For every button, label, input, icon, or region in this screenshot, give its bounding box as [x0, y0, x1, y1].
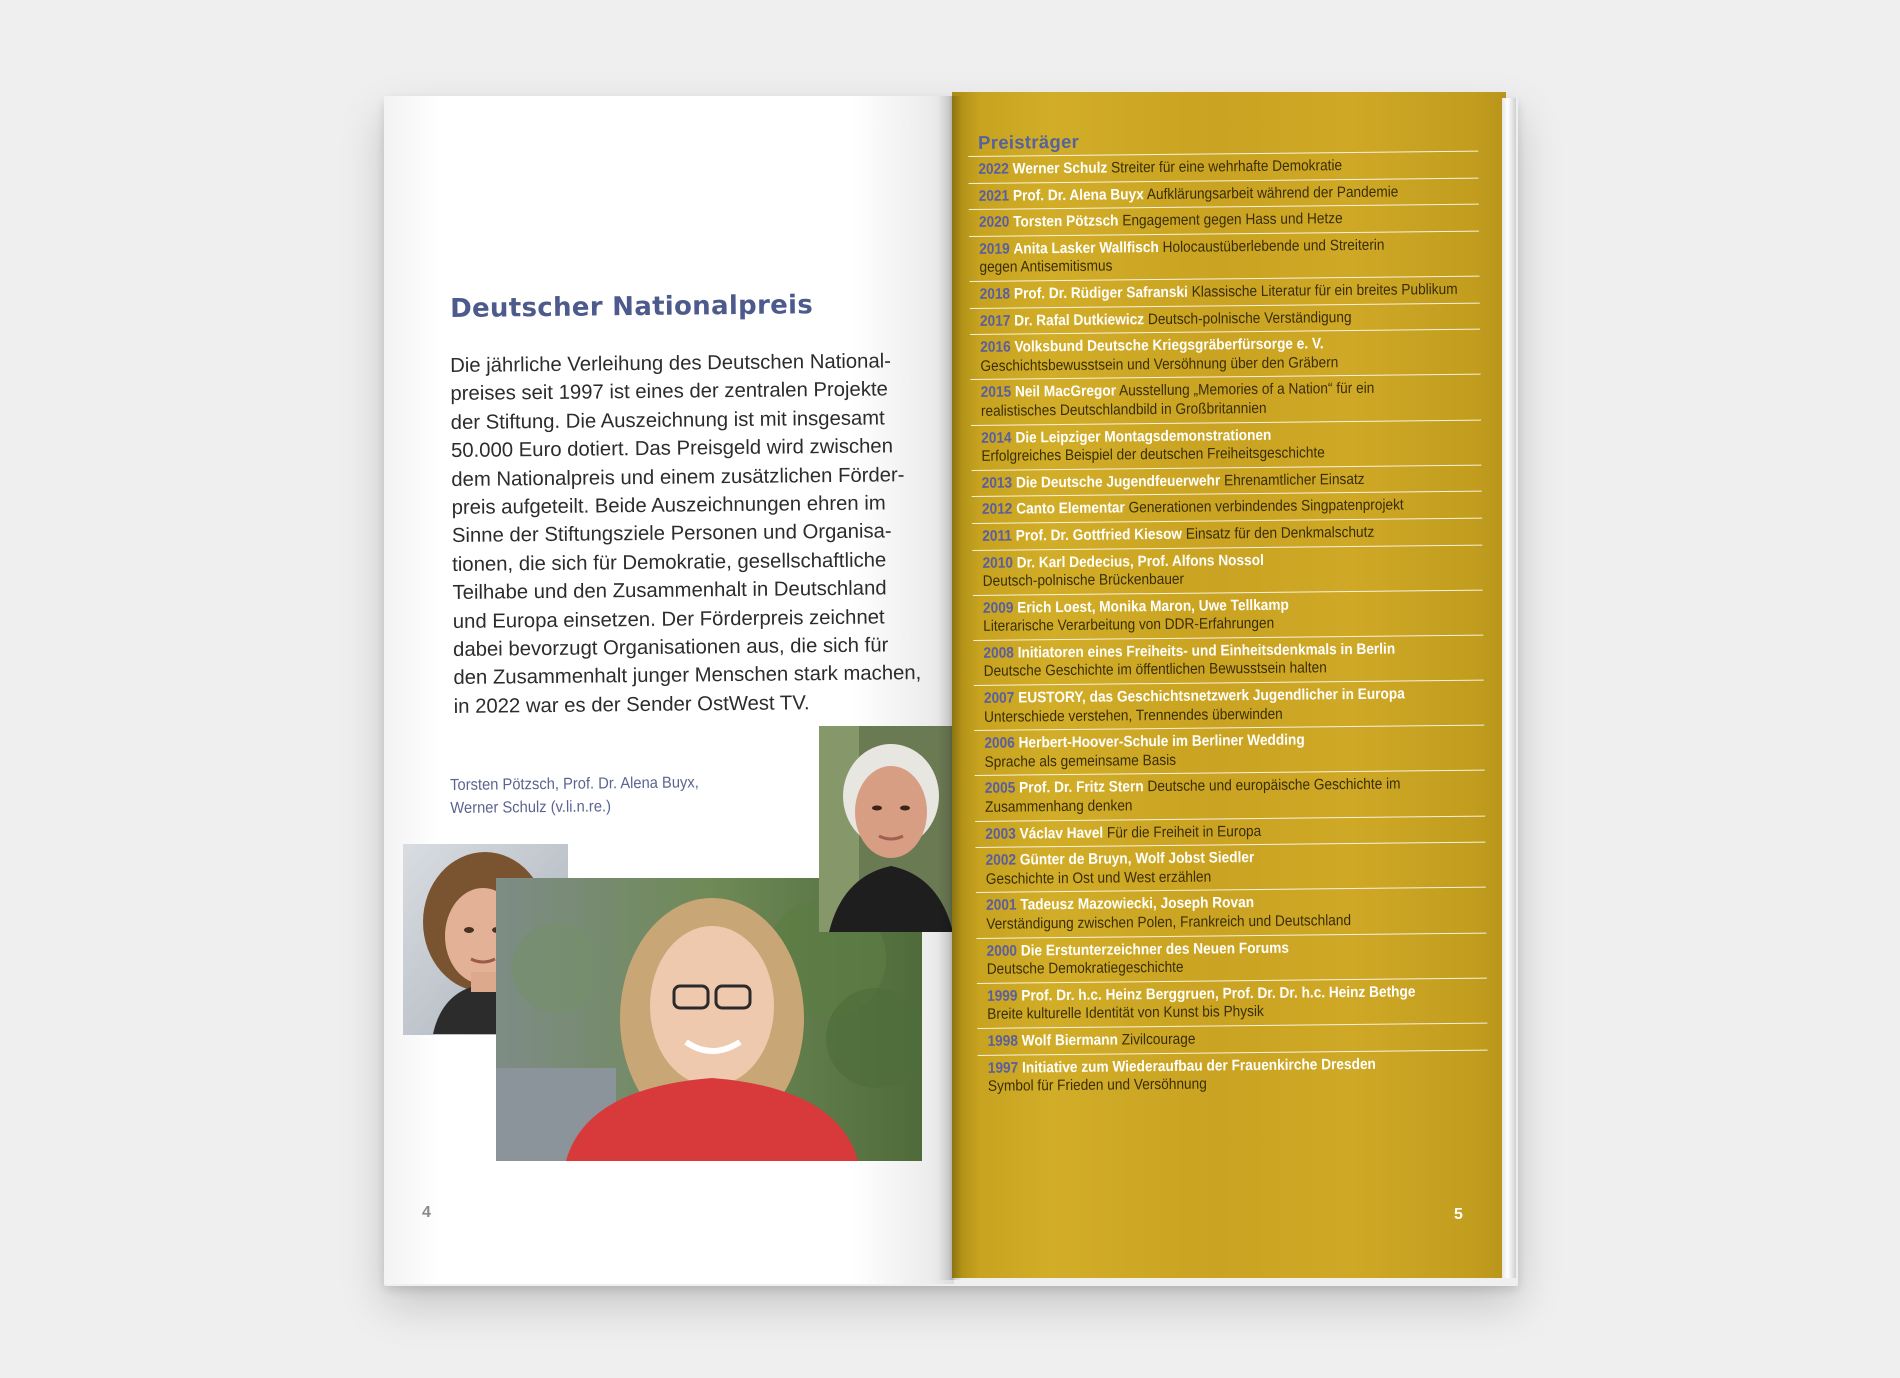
body-line: der Stiftung. Die Auszeichnung ist mit insgesamt	[450, 407, 885, 434]
laureate-description: Holocaustüberlebende und Streiterin	[1162, 236, 1385, 256]
laureate-description: Klassische Literatur für ein breites Publikum	[1191, 280, 1458, 301]
laureate-line	[985, 821, 1435, 844]
body-line: und Europa einsetzen. Der Förderpreis zeichnet	[452, 606, 885, 633]
laureate-description: Engagement gegen Hass und Hetze	[1122, 210, 1343, 230]
laureates-list	[968, 127, 1488, 1100]
page-edge	[1502, 98, 1516, 1278]
caption-line: Torsten Pötzsch, Prof. Dr. Alena Buyx,	[450, 774, 699, 794]
laureate-year: 2016	[980, 338, 1011, 357]
laureate-name: Wolf Biermann	[1021, 1031, 1119, 1050]
laureate-name: Dr. Karl Dedecius, Prof. Alfons Nossol	[1016, 551, 1264, 572]
laureate-name: Prof. Dr. Fritz Stern	[1019, 778, 1144, 797]
laureate-name: EUSTORY, das Geschichtsnetzwerk Jugendlicher in Europa	[1018, 685, 1405, 707]
photo-werner-schulz	[819, 726, 956, 932]
laureate-description-2: realistisches Deutschlandbild in Großbritannien	[980, 399, 1267, 420]
laureate-entry	[973, 635, 1483, 686]
page-title: Deutscher Nationalpreis	[450, 290, 814, 324]
laureate-year: 2009	[982, 599, 1014, 617]
laureate-entry	[976, 887, 1486, 938]
page-number-left: 4	[422, 1204, 431, 1221]
laureate-entry	[978, 1049, 1488, 1100]
laureate-description: Deutsche und europäische Geschichte im	[1147, 775, 1401, 796]
laureate-description-2: Symbol für Frieden und Versöhnung	[987, 1075, 1207, 1095]
laureate-year: 2011	[982, 527, 1012, 545]
laureate-year: 2001	[986, 896, 1017, 915]
body-line: Sinne der Stiftungsziele Personen und Organisa-	[451, 520, 892, 548]
laureate-description-2: Deutsche Geschichte im öffentlichen Bewusstsein halten	[983, 659, 1327, 681]
laureate-year: 1999	[986, 987, 1018, 1005]
laureate-description: Deutsch-polnische Verständigung	[1147, 308, 1352, 328]
laureate-year: 1997	[987, 1059, 1019, 1077]
laureate-entry	[975, 770, 1485, 821]
laureate-description-2: Erfolgreiches Beispiel der deutschen Freiheitsgeschichte	[981, 444, 1325, 466]
body-line: tionen, die sich für Demokratie, gesellschaftliche	[452, 549, 887, 576]
laureates-entries	[968, 151, 1488, 1100]
laureate-entry	[972, 544, 1482, 595]
laureate-year: 2007	[983, 689, 1015, 707]
laureate-year: 2002	[985, 851, 1017, 870]
body-line: 50.000 Euro dotiert. Das Preisgeld wird zwischen	[450, 435, 894, 463]
laureate-line	[978, 156, 1428, 179]
laureate-year: 2021	[978, 187, 1010, 205]
laureate-year: 2005	[984, 779, 1016, 798]
laureate-description-2: Unterschiede verstehen, Trennendes überwinden	[984, 705, 1283, 726]
laureate-description: Aufklärungsarbeit während der Pandemie	[1146, 183, 1399, 203]
laureate-year: 2020	[978, 213, 1010, 232]
laureate-description: Generationen verbindendes Singpatenprojekt	[1128, 496, 1404, 517]
body-line: in 2022 war es der Sender OstWest TV.	[453, 692, 810, 718]
laureate-entry	[973, 589, 1483, 640]
laureate-year: 2015	[980, 383, 1012, 402]
body-line: Teilhabe und den Zusammenhalt in Deutschland	[452, 577, 887, 605]
laureate-name: Tadeusz Mazowiecki, Joseph Rovan	[1020, 894, 1255, 914]
laureate-name: Prof. Dr. h.c. Heinz Berggruen, Prof. Dr. Dr. h.c. Heinz Bethge	[1021, 983, 1416, 1005]
laureate-description-2: Zusammenhang denken	[984, 797, 1133, 816]
laureate-description: Ehrenamtlicher Einsatz	[1223, 470, 1365, 490]
laureate-year: 2014	[981, 429, 1012, 447]
laureate-entry	[974, 725, 1484, 776]
laureate-entry	[976, 932, 1486, 983]
laureates-heading: Preisträger	[977, 130, 1080, 153]
laureate-entry	[969, 230, 1479, 281]
laureate-year: 1998	[987, 1032, 1019, 1050]
laureate-name: Dr. Rafal Dutkiewicz	[1014, 310, 1145, 330]
laureate-description-2: Verständigung zwischen Polen, Frankreich und Deutschland	[986, 912, 1352, 933]
body-line: preis aufgeteilt. Beide Auszeichnungen ehren im	[451, 492, 886, 520]
laureate-line	[982, 523, 1432, 546]
laureate-line	[987, 1028, 1437, 1051]
laureate-description: Ausstellung „Memories of a Nation“ für ein	[1118, 380, 1375, 400]
laureate-description-2: gegen Antisemitismus	[979, 257, 1113, 277]
laureate-name: Werner Schulz	[1012, 159, 1108, 178]
laureate-entry	[971, 419, 1481, 470]
laureate-name: Canto Elementar	[1016, 499, 1125, 518]
laureate-year: 2006	[984, 734, 1015, 753]
laureate-name: Die Deutsche Jugendfeuerwehr	[1015, 472, 1221, 492]
laureate-name: Prof. Dr. Rüdiger Safranski	[1013, 283, 1188, 303]
laureate-description: Für die Freiheit in Europa	[1106, 822, 1262, 842]
laureate-name: Günter de Bruyn, Wolf Jobst Siedler	[1019, 849, 1255, 869]
laureate-line	[979, 209, 1429, 232]
laureate-entry	[974, 680, 1484, 731]
laureate-name: Herbert-Hoover-Schule im Berliner Wedding	[1018, 731, 1305, 752]
right-page	[952, 92, 1506, 1278]
laureate-description-2: Literarische Verarbeitung von DDR-Erfahrungen	[983, 615, 1275, 636]
laureate-description-2: Sprache als gemeinsame Basis	[984, 751, 1177, 771]
laureate-description: Zivilcourage	[1121, 1030, 1196, 1049]
laureate-year: 2008	[983, 644, 1014, 662]
laureate-name: Volksbund Deutsche Kriegsgräberfürsorge e. V.	[1014, 335, 1324, 356]
laureate-line	[979, 280, 1458, 304]
laureate-entry	[970, 329, 1480, 380]
laureate-description: Streiter für eine wehrhafte Demokratie	[1111, 157, 1343, 177]
body-line: preises seit 1997 ist eines der zentralen Projekte	[450, 378, 888, 406]
body-line: Die jährliche Verleihung des Deutschen National-	[450, 350, 892, 377]
laureate-name: Václav Havel	[1019, 824, 1104, 843]
laureate-year: 2013	[981, 474, 1013, 492]
laureate-name: Neil MacGregor	[1014, 382, 1117, 401]
laureate-year: 2018	[979, 285, 1011, 303]
laureate-line	[979, 183, 1429, 206]
body-text	[450, 347, 934, 721]
laureate-description-2: Geschichtsbewusstsein und Versöhnung über den Gräbern	[980, 353, 1339, 375]
body-line: dem Nationalpreis und einem zusätzlichen Förder-	[451, 463, 905, 491]
laureate-entry	[975, 842, 1485, 893]
laureate-year: 2010	[982, 554, 1014, 572]
laureate-description-2: Deutsch-polnische Brückenbauer	[982, 570, 1185, 590]
caption-line: Werner Schulz (v.li.n.re.)	[450, 798, 612, 817]
body-line: den Zusammenhalt junger Menschen stark machen,	[453, 662, 922, 690]
photo-caption	[450, 771, 699, 820]
laureate-year: 2003	[985, 825, 1016, 843]
laureate-description-2: Breite kulturelle Identität von Kunst bis Physik	[987, 1003, 1264, 1024]
laureate-line	[980, 308, 1430, 331]
laureate-line	[982, 470, 1432, 493]
laureate-name: Anita Lasker Wallfisch	[1013, 238, 1159, 258]
laureate-name: Prof. Dr. Alena Buyx	[1012, 185, 1144, 205]
laureate-entry	[971, 374, 1481, 425]
page-number-right: 5	[1454, 1206, 1463, 1223]
laureate-year: 2019	[979, 240, 1010, 258]
laureate-name: Erich Loest, Monika Maron, Uwe Tellkamp	[1017, 596, 1289, 617]
body-line: dabei bevorzugt Organisationen aus, die sich für	[453, 634, 889, 662]
laureate-year: 2022	[978, 160, 1009, 178]
laureate-description: Einsatz für den Denkmalschutz	[1185, 523, 1375, 543]
laureate-entry	[977, 977, 1487, 1028]
laureate-name: Die Erstunterzeichner des Neuen Forums	[1020, 939, 1290, 960]
laureate-name: Prof. Dr. Gottfried Kiesow	[1015, 525, 1183, 545]
brochure-spread	[384, 92, 1518, 1282]
laureate-name: Initiatoren eines Freiheits- und Einheitsdenkmals in Berlin	[1017, 640, 1396, 662]
laureate-name: Torsten Pötzsch	[1013, 212, 1119, 231]
laureate-year: 2000	[986, 942, 1018, 960]
laureate-description-2: Geschichte in Ost und West erzählen	[985, 868, 1212, 888]
laureate-name: Die Leipziger Montagsdemonstrationen	[1015, 426, 1272, 447]
laureate-name: Initiative zum Wiederaufbau der Frauenkirche Dresden	[1021, 1055, 1376, 1077]
laureate-description-2: Deutsche Demokratiegeschichte	[986, 958, 1184, 979]
laureate-year: 2017	[979, 312, 1011, 330]
left-page	[384, 96, 954, 1284]
spine-shadow	[938, 96, 962, 1280]
laureate-year: 2012	[981, 500, 1013, 519]
laureate-line	[982, 496, 1432, 519]
